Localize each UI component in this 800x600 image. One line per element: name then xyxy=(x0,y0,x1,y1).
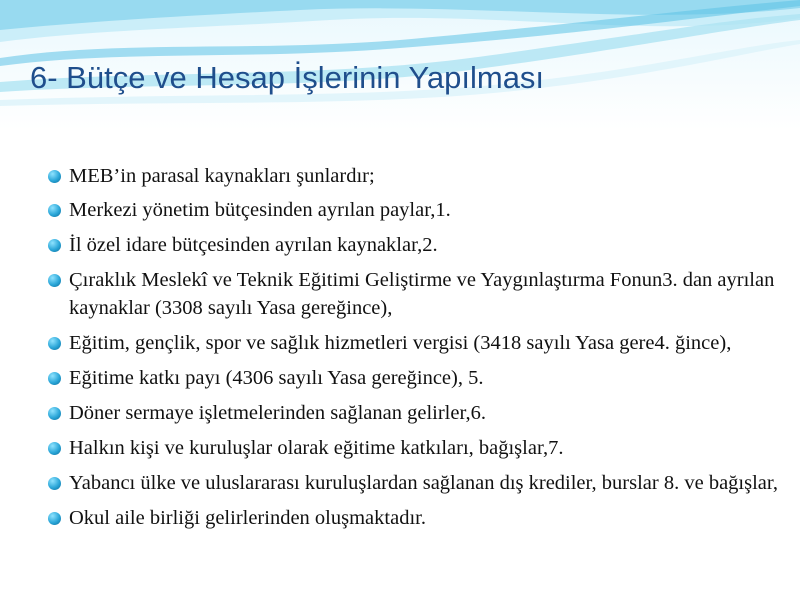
round-bullet-icon xyxy=(48,407,61,420)
round-bullet-icon xyxy=(48,239,61,252)
list-item-text: Eğitim, gençlik, spor ve sağlık hizmetleri vergisi (3418 sayılı Yasa gere4. ğince), xyxy=(69,332,732,354)
round-bullet-icon xyxy=(48,477,61,490)
list-item-text: Eğitime katkı payı (4306 sayılı Yasa gereğince), 5. xyxy=(69,367,484,389)
list-item xyxy=(47,329,782,357)
list-item xyxy=(47,231,782,259)
list-item xyxy=(47,196,782,224)
list-item xyxy=(47,266,782,322)
round-bullet-icon xyxy=(48,274,61,287)
round-bullet-icon xyxy=(48,204,61,217)
page-title: 6- Bütçe ve Hesap İşlerinin Yapılması xyxy=(30,60,545,95)
list-item-text: MEB’in parasal kaynakları şunlardır; xyxy=(69,165,375,187)
round-bullet-icon xyxy=(48,442,61,455)
round-bullet-icon xyxy=(48,337,61,350)
list-item xyxy=(47,504,782,532)
bullet-list xyxy=(47,162,782,539)
list-item-text: Okul aile birliği gelirlerinden oluşmaktadır. xyxy=(69,507,426,529)
list-item xyxy=(47,399,782,427)
list-item xyxy=(47,434,782,462)
round-bullet-icon xyxy=(48,170,61,183)
round-bullet-icon xyxy=(48,372,61,385)
round-bullet-icon xyxy=(48,512,61,525)
list-item-text: Halkın kişi ve kuruluşlar olarak eğitime katkıları, bağışlar,7. xyxy=(69,437,564,459)
list-item-text: Merkezi yönetim bütçesinden ayrılan paylar,1. xyxy=(69,199,451,221)
list-item-text: Yabancı ülke ve uluslararası kuruluşlardan sağlanan dış krediler, burslar 8. ve bağışlar, xyxy=(69,472,779,494)
list-item xyxy=(47,469,782,497)
list-item xyxy=(47,162,782,190)
list-item xyxy=(47,364,782,392)
list-item-text: İl özel idare bütçesinden ayrılan kaynaklar,2. xyxy=(69,234,438,256)
list-item-text: Döner sermaye işletmelerinden sağlanan gelirler,6. xyxy=(69,402,486,424)
list-item-text: Çıraklık Meslekî ve Teknik Eğitimi Geliştirme ve Yaygınlaştırma Fonun3. dan ayrılan kaynaklar (3308 sayılı Yasa gereğince), xyxy=(69,269,775,319)
